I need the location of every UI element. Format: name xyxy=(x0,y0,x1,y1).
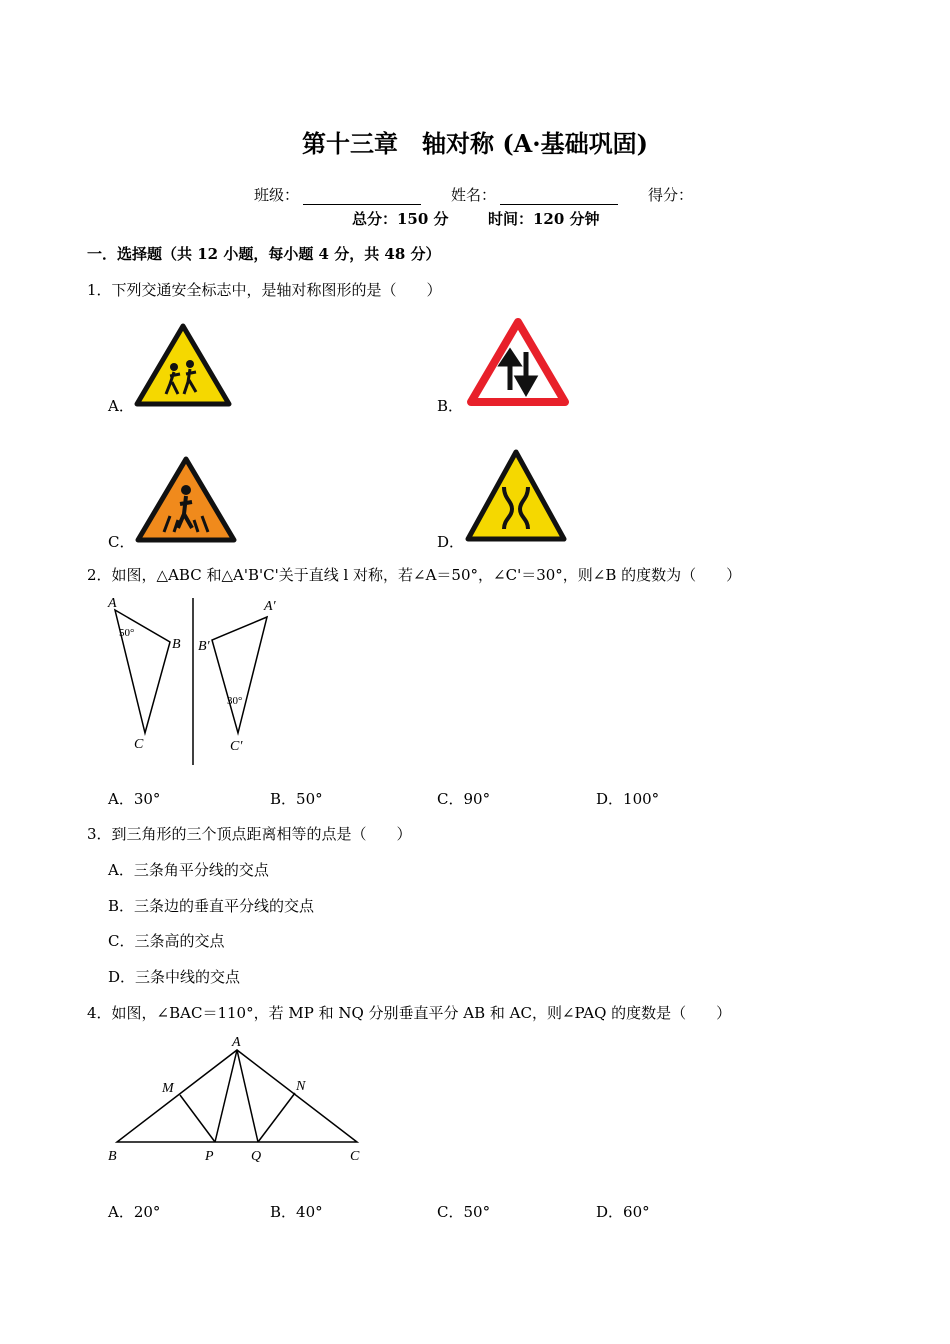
label-c-prime: C′ xyxy=(230,739,243,754)
label-c: C xyxy=(350,1149,360,1164)
angle-a-label: 50° xyxy=(119,627,135,639)
pedestrian-crossing-sign-icon xyxy=(134,454,238,544)
q3-option-d: D．三条中线的交点 xyxy=(108,968,241,986)
q2-option-c: C．90° xyxy=(437,790,491,808)
time-limit: 时间：120 分钟 xyxy=(488,210,600,228)
narrow-road-sign-icon xyxy=(464,447,568,543)
label-c: C xyxy=(134,737,144,752)
label-q: Q xyxy=(251,1149,262,1164)
q3-option-b: B．三条边的垂直平分线的交点 xyxy=(108,897,315,915)
q4-option-b: B．40° xyxy=(270,1203,323,1221)
two-way-traffic-sign-icon xyxy=(466,316,570,408)
q4-option-a: A．20° xyxy=(108,1203,161,1221)
label-a: A xyxy=(108,596,117,611)
label-b: B xyxy=(108,1149,117,1164)
q3-option-a: A．三条角平分线的交点 xyxy=(108,861,269,879)
label-n: N xyxy=(296,1079,306,1094)
q1-option-b: B． xyxy=(437,397,464,415)
class-blank[interactable] xyxy=(303,190,421,205)
student-info-line xyxy=(254,184,693,205)
triangle-abc-prime xyxy=(212,617,267,733)
q4-text: 4．如图，∠BAC＝110°，若 MP 和 NQ 分别垂直平分 AB 和 AC，则∠PAQ 的度数是（ ） xyxy=(87,1004,732,1022)
label-b-prime: B′ xyxy=(198,639,210,654)
label-a-prime: A′ xyxy=(264,599,276,614)
q2-text: 2．如图，△ABC 和△A'B'C'关于直线 l 对称，若∠A＝50°，∠C'＝30°，则∠B 的度数为（ ） xyxy=(87,566,742,584)
q1-option-a: A． xyxy=(108,397,134,415)
q4-triangle-figure xyxy=(100,1030,370,1170)
page-title: 第十三章 轴对称 (A·基础巩固) xyxy=(301,129,649,158)
score-label: 得分： xyxy=(648,186,694,204)
q1-option-c: C． xyxy=(108,533,135,551)
q3-text: 3．到三角形的三个顶点距离相等的点是（ ） xyxy=(87,825,412,843)
children-crossing-sign-icon xyxy=(134,322,232,408)
q4-option-d: D．60° xyxy=(596,1203,650,1221)
q2-option-d: D．100° xyxy=(596,790,660,808)
label-b: B xyxy=(172,637,181,652)
q4-option-c: C．50° xyxy=(437,1203,491,1221)
label-p: P xyxy=(205,1149,214,1164)
q1-option-d: D． xyxy=(437,533,465,551)
angle-c-label: 30° xyxy=(227,695,243,707)
q1-text: 1．下列交通安全标志中，是轴对称图形的是（ ） xyxy=(87,281,442,299)
name-label: 姓名： xyxy=(451,186,497,204)
label-a: A xyxy=(232,1035,241,1050)
class-label: 班级： xyxy=(254,186,300,204)
label-m: M xyxy=(162,1081,174,1096)
q2-triangles-figure xyxy=(100,590,300,770)
q2-option-a: A．30° xyxy=(108,790,161,808)
total-score: 总分：150 分 xyxy=(352,210,449,228)
q2-option-b: B．50° xyxy=(270,790,323,808)
section-heading: 一．选择题（共 12 小题，每小题 4 分，共 48 分） xyxy=(87,245,441,263)
q3-option-c: C．三条高的交点 xyxy=(108,932,225,950)
name-blank[interactable] xyxy=(500,190,618,205)
